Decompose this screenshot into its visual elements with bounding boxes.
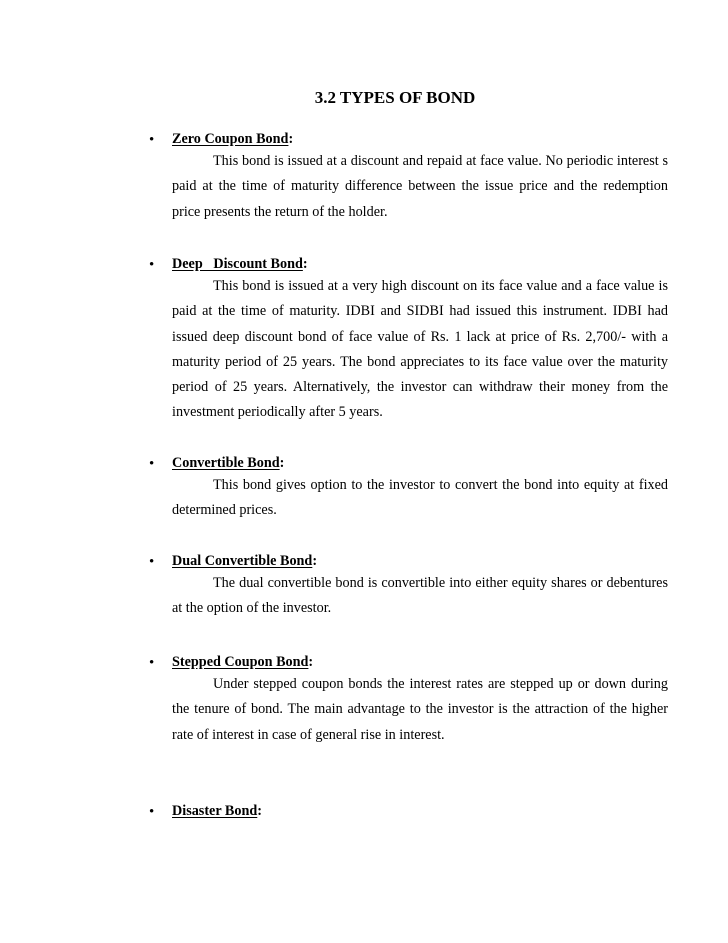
section-heading <box>172 255 664 273</box>
section-body: This bond gives option to the investor to convert the bond into equity at fixed determined prices. <box>172 477 668 519</box>
heading-colon: : <box>288 131 294 147</box>
bullet-icon: • <box>149 554 155 570</box>
section-term: Stepped Coupon Bond <box>172 654 309 670</box>
heading-colon: : <box>312 553 318 569</box>
section-term: Convertible Bond <box>172 455 280 471</box>
section-dual-convertible-bond <box>149 552 668 622</box>
bullet-icon: • <box>149 257 155 273</box>
section-heading <box>172 802 664 820</box>
section-heading <box>172 552 664 570</box>
heading-colon: : <box>308 654 314 670</box>
heading-colon: : <box>302 256 308 272</box>
section-body: Under stepped coupon bonds the interest rates are stepped up or down during the tenure of bond. The main advantage to the investor is the attraction of the higher rate of interest in case of general rise in interest. <box>172 676 668 743</box>
section-body: The dual convertible bond is convertible into either equity shares or debentures at the option of the investor. <box>172 575 668 617</box>
section-term: Zero Coupon Bond <box>172 131 289 147</box>
section-zero-coupon-bond <box>149 130 668 225</box>
section-heading <box>172 653 664 671</box>
section-deep-discount-bond <box>149 255 668 426</box>
section-term: Deep Discount Bond <box>172 256 303 272</box>
section-body: This bond is issued at a discount and repaid at face value. No periodic interest s paid at the time of maturity difference between the issue price and the redemption price presents the return of the holder. <box>172 153 668 220</box>
section-heading <box>172 130 664 148</box>
section-convertible-bond <box>149 454 668 524</box>
heading-colon: : <box>279 455 285 471</box>
section-body: This bond is issued at a very high discount on its face value and a face value is paid at the time of maturity. IDBI and SIDBI had issued this instrument. IDBI had issued deep discount bond of face value of Rs. 1 lack at price of Rs. 2,700/- with a maturity period of 25 years. The bond appreciates to its face value over the maturity period of 25 years. Alternatively, the investor can withdraw their money from the investment periodically after 5 years. <box>172 278 668 421</box>
bullet-icon: • <box>149 456 155 472</box>
heading-colon: : <box>257 803 263 819</box>
section-stepped-coupon-bond <box>149 653 668 748</box>
section-term: Disaster Bond <box>172 803 258 819</box>
section-heading <box>172 454 664 472</box>
bullet-icon: • <box>149 132 155 148</box>
bullet-icon: • <box>149 655 155 671</box>
section-term: Dual Convertible Bond <box>172 553 313 569</box>
section-disaster-bond <box>149 802 664 820</box>
bullet-icon: • <box>149 804 155 820</box>
page-title: 3.2 TYPES OF BOND <box>314 88 476 107</box>
